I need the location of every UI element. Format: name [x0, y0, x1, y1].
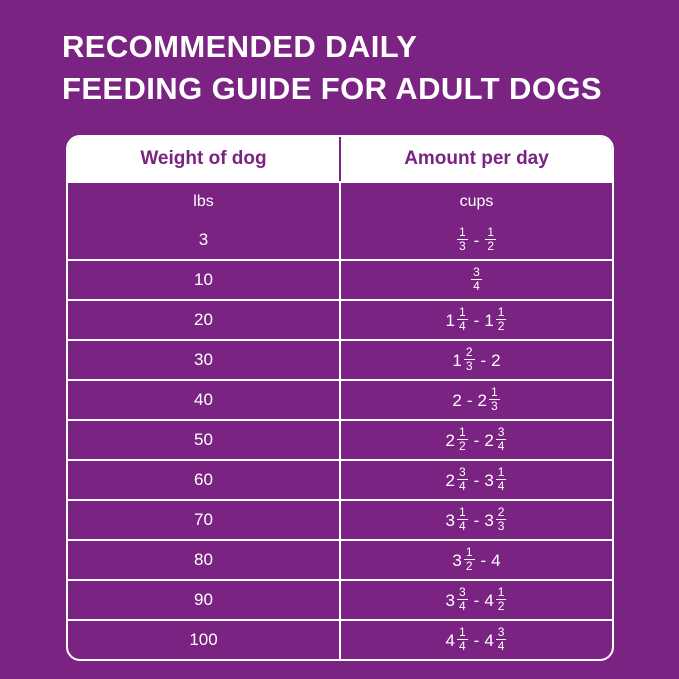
page-title-line-1: RECOMMENDED DAILY — [62, 29, 418, 64]
weight-cell: 80 — [68, 540, 340, 580]
amount-value — [452, 347, 500, 373]
page-title — [62, 26, 659, 110]
unit-cell-weight: lbs — [68, 182, 340, 221]
weight-cell: 90 — [68, 580, 340, 620]
fraction-numerator: 1 — [487, 225, 495, 240]
whole-number: 2 — [445, 430, 455, 450]
amount-value — [446, 587, 508, 613]
weight-cell: 10 — [68, 260, 340, 300]
fraction-numerator: 1 — [458, 625, 466, 640]
whole-number: 3 — [484, 510, 494, 530]
fraction-denominator: 4 — [497, 639, 505, 653]
table-body — [68, 182, 612, 221]
range-dash: - — [473, 510, 480, 530]
whole-number: 1 — [484, 310, 494, 330]
fraction-numerator: 1 — [458, 425, 466, 440]
fraction — [496, 586, 507, 612]
fraction — [464, 346, 475, 372]
amount-value — [452, 547, 500, 573]
table-row — [68, 500, 612, 540]
table-row — [68, 620, 612, 659]
amount-cell — [340, 460, 612, 500]
range-dash: - — [473, 470, 480, 490]
whole-number: 4 — [484, 630, 494, 650]
fraction-denominator: 2 — [465, 559, 473, 573]
fraction-numerator: 2 — [465, 345, 473, 360]
fraction — [457, 306, 468, 332]
fraction-denominator: 4 — [497, 439, 505, 453]
fraction-denominator: 2 — [497, 599, 505, 613]
fraction-denominator: 4 — [497, 479, 505, 493]
fraction — [457, 626, 468, 652]
range-dash: - — [473, 310, 480, 330]
fraction-numerator: 1 — [458, 305, 466, 320]
fraction-denominator: 4 — [458, 479, 466, 493]
range-dash: - — [473, 430, 480, 450]
fraction — [489, 386, 500, 412]
fraction-denominator: 3 — [490, 399, 498, 413]
whole-number: 2 — [477, 390, 487, 410]
table-row — [68, 260, 612, 300]
feeding-table-container — [66, 135, 614, 661]
range-dash: - — [480, 550, 487, 570]
amount-cell — [340, 620, 612, 659]
whole-number: 1 — [452, 350, 462, 370]
amount-cell — [340, 540, 612, 580]
whole-number: 2 — [445, 470, 455, 490]
whole-number: 4 — [445, 630, 455, 650]
fraction-denominator: 2 — [497, 319, 505, 333]
amount-cell — [340, 420, 612, 460]
fraction — [496, 306, 507, 332]
fraction — [457, 466, 468, 492]
amount-value — [446, 307, 508, 333]
whole-number: 1 — [445, 310, 455, 330]
fraction — [457, 586, 468, 612]
fraction — [485, 226, 496, 252]
fraction-numerator: 3 — [497, 625, 505, 640]
range-dash: - — [473, 630, 480, 650]
unit-cell-amount: cups — [459, 193, 494, 210]
fraction-numerator: 1 — [458, 225, 466, 240]
amount-value — [446, 467, 508, 493]
fraction — [464, 546, 475, 572]
table-row — [68, 540, 612, 580]
table-data-body — [68, 221, 612, 659]
table-header-row — [68, 137, 612, 182]
fraction-denominator: 2 — [487, 239, 495, 253]
whole-number: 2 — [452, 390, 462, 410]
fraction-numerator: 1 — [497, 465, 505, 480]
fraction — [496, 506, 507, 532]
table-row — [68, 221, 612, 260]
fraction — [457, 506, 468, 532]
weight-cell: 50 — [68, 420, 340, 460]
weight-cell: 70 — [68, 500, 340, 540]
range-dash: - — [473, 230, 480, 250]
amount-value — [452, 387, 500, 413]
amount-cell — [340, 500, 612, 540]
fraction-numerator: 3 — [458, 585, 466, 600]
fraction — [496, 626, 507, 652]
fraction-numerator: 2 — [497, 505, 505, 520]
range-dash: - — [480, 350, 487, 370]
amount-cell — [340, 221, 612, 260]
fraction-denominator: 4 — [458, 519, 466, 533]
fraction-numerator: 3 — [473, 265, 480, 280]
fraction — [496, 426, 507, 452]
amount-cell — [340, 380, 612, 420]
range-dash: - — [466, 390, 473, 410]
weight-cell: 3 — [68, 221, 340, 260]
whole-number: 3 — [484, 470, 494, 490]
feeding-table — [68, 137, 612, 659]
table-head — [68, 137, 612, 182]
whole-number: 3 — [445, 510, 455, 530]
fraction — [457, 226, 468, 252]
weight-cell: 30 — [68, 340, 340, 380]
amount-cell — [340, 580, 612, 620]
amount-value — [446, 507, 508, 533]
table-row — [68, 300, 612, 340]
whole-number: 4 — [484, 590, 494, 610]
amount-cell — [340, 300, 612, 340]
amount-value — [456, 227, 497, 253]
whole-number: 2 — [484, 430, 494, 450]
range-dash: - — [473, 590, 480, 610]
table-row — [68, 460, 612, 500]
fraction — [457, 426, 468, 452]
fraction-numerator: 1 — [497, 585, 505, 600]
fraction-denominator: 4 — [458, 639, 466, 653]
weight-cell: 60 — [68, 460, 340, 500]
fraction-denominator: 4 — [458, 599, 466, 613]
fraction-numerator: 3 — [458, 465, 466, 480]
whole-number: 3 — [452, 550, 462, 570]
table-row — [68, 420, 612, 460]
fraction-numerator: 1 — [465, 545, 473, 560]
table-row — [68, 340, 612, 380]
fraction — [496, 466, 507, 492]
fraction-denominator: 4 — [473, 279, 480, 293]
table-row — [68, 580, 612, 620]
table-row — [68, 380, 612, 420]
amount-cell — [340, 340, 612, 380]
column-header-weight: Weight of dog — [68, 137, 340, 182]
whole-number: 4 — [491, 550, 501, 570]
fraction-denominator: 3 — [465, 359, 473, 373]
amount-cell — [340, 260, 612, 300]
weight-cell: 40 — [68, 380, 340, 420]
whole-number: 3 — [445, 590, 455, 610]
fraction — [471, 266, 482, 292]
fraction-denominator: 2 — [458, 439, 466, 453]
amount-value — [446, 627, 508, 653]
whole-number: 2 — [491, 350, 501, 370]
fraction-numerator: 1 — [458, 505, 466, 520]
amount-value — [470, 267, 483, 293]
weight-cell: 100 — [68, 620, 340, 659]
page-title-line-2: FEEDING GUIDE FOR ADULT DOGS — [62, 70, 602, 106]
table-row-units — [68, 182, 612, 221]
fraction-numerator: 1 — [497, 305, 505, 320]
amount-value — [446, 427, 508, 453]
fraction-denominator: 3 — [497, 519, 505, 533]
fraction-denominator: 4 — [458, 319, 466, 333]
fraction-numerator: 1 — [490, 385, 498, 400]
column-header-amount: Amount per day — [340, 137, 612, 182]
fraction-denominator: 3 — [458, 239, 466, 253]
weight-cell: 20 — [68, 300, 340, 340]
fraction-numerator: 3 — [497, 425, 505, 440]
